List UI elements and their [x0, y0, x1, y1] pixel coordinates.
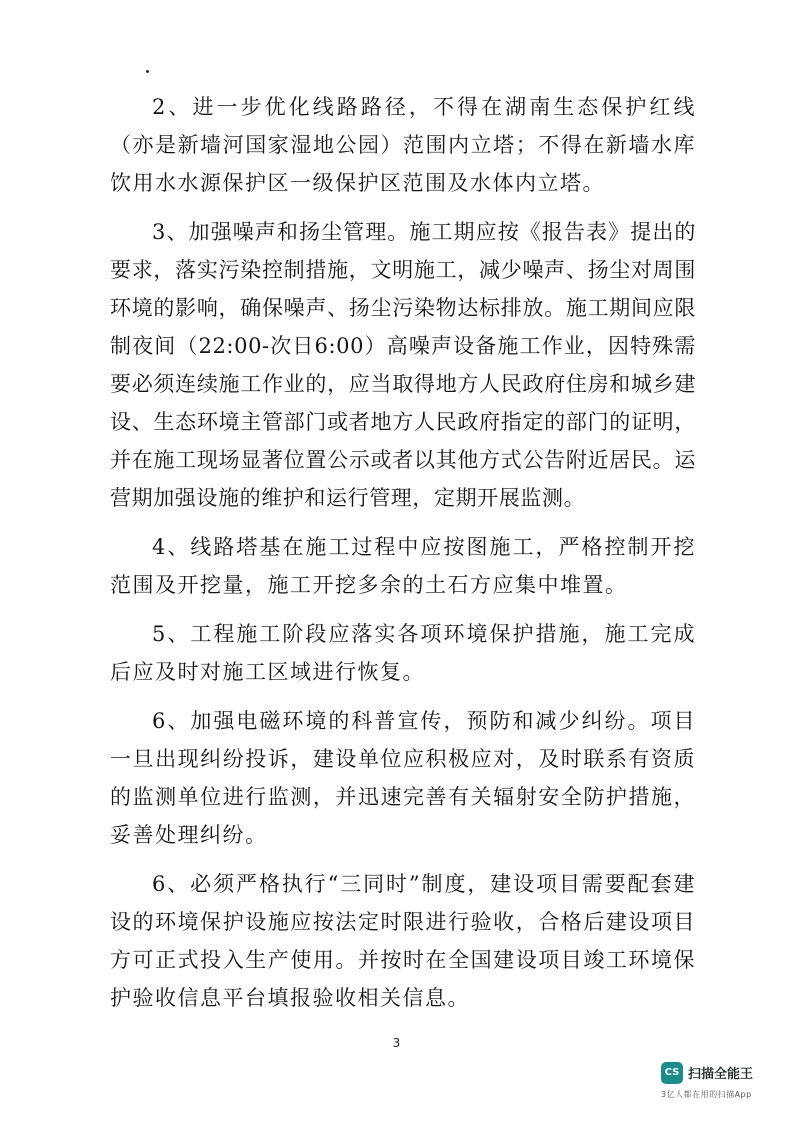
watermark-brand: 扫描全能王 [688, 1067, 754, 1082]
paragraph-item-3: 3、加强噪声和扬尘管理。施工期应按《报告表》提出的要求，落实污染控制措施，文明施工，减少噪声、扬尘对周围环境的影响，确保噪声、扬尘污染物达标排放。施工期间应限制夜间（22:00-次日6:00）高噪声设备施工作业，因特殊需要必须连续施工作业的，应当取得地方人民政府住房和城乡建设、生态环境主管部门或者地方人民政府指定的部门的证明，并在施工现场显著位置公示或者以其他方式公告附近居民。运营期加强设施的维护和运行管理，定期开展监测。 [110, 220, 696, 510]
document-body [110, 88, 696, 1028]
camscanner-logo-icon: CS [661, 1062, 683, 1084]
scanner-watermark [661, 1062, 781, 1108]
paragraph-item-6b: 6、必须严格执行“三同时”制度，建设项目需要配套建设的环境保护设施应按法定时限进行验收，合格后建设项目方可正式投入生产使用。并按时在全国建设项目竣工环境保护验收信息平台填报验收相关信息。 [110, 872, 696, 1010]
page-number: 3 [392, 1036, 401, 1050]
paragraph-item-2: 2、进一步优化线路路径，不得在湖南生态保护红线（亦是新墙河国家湿地公园）范围内立塔；不得在新墙水库饮用水水源保护区一级保护区范围及水体内立塔。 [110, 95, 696, 195]
paragraph-item-5: 5、工程施工阶段应落实各项环境保护措施，施工完成后应及时对施工区域进行恢复。 [110, 622, 696, 684]
watermark-tagline: 3亿人都在用的扫描App [661, 1090, 752, 1099]
paragraph-item-6a: 6、加强电磁环境的科普宣传，预防和减少纠纷。项目一旦出现纠纷投诉，建设单位应积极应对，及时联系有资质的监测单位进行监测，并迅速完善有关辐射安全防护措施，妥善处理纠纷。 [110, 709, 696, 847]
scan-speck [146, 70, 149, 73]
paragraph-item-4: 4、线路塔基在施工过程中应按图施工，严格控制开挖范围及开挖量，施工开挖多余的土石方应集中堆置。 [110, 535, 696, 597]
